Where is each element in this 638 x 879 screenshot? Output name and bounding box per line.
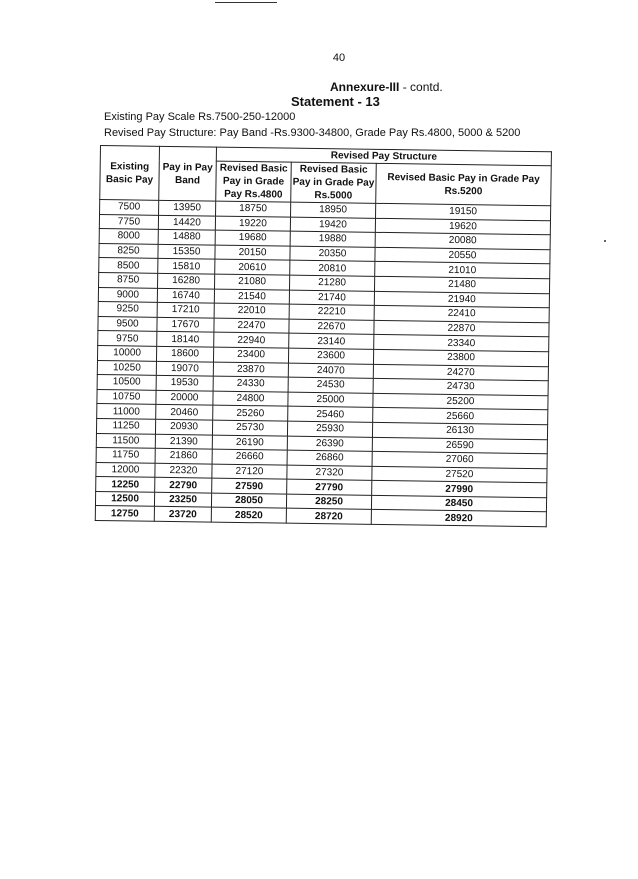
gp-5200-cell: 21480 xyxy=(374,276,549,293)
gp-5200-cell: 21940 xyxy=(374,291,549,308)
gp-5000-cell: 18950 xyxy=(291,202,376,218)
gp-4800-cell: 27590 xyxy=(212,478,287,494)
gp-5200-cell: 23800 xyxy=(373,349,548,366)
existing-basic-pay-cell: 8750 xyxy=(99,272,158,287)
gp-5000-cell: 26390 xyxy=(287,436,372,452)
header-existing-basic-pay: Existing Basic Pay xyxy=(100,146,160,201)
gp-5000-cell: 25460 xyxy=(288,406,373,422)
gp-5200-cell: 19620 xyxy=(375,218,550,235)
gp-5200-cell: 27520 xyxy=(372,466,547,483)
header-revised-pay-structure: Revised Pay Structure xyxy=(216,147,551,166)
existing-basic-pay-cell: 7750 xyxy=(99,214,158,229)
pay-band-cell: 16280 xyxy=(158,273,215,288)
pay-band-cell: 14880 xyxy=(158,230,215,245)
pay-band-cell: 20930 xyxy=(155,419,212,434)
existing-basic-pay-cell: 8500 xyxy=(99,258,158,273)
existing-basic-pay-cell: 7500 xyxy=(100,200,159,215)
gp-4800-cell: 25730 xyxy=(212,420,287,436)
gp-5200-cell: 24270 xyxy=(373,364,548,381)
pay-band-cell: 20000 xyxy=(156,390,213,405)
gp-5000-cell: 19420 xyxy=(290,217,375,233)
existing-basic-pay-cell: 8000 xyxy=(99,229,158,244)
gp-4800-cell: 19220 xyxy=(215,216,290,232)
gp-5200-cell: 28450 xyxy=(371,495,546,512)
gp-5200-cell: 25200 xyxy=(373,393,548,410)
existing-basic-pay-cell: 10500 xyxy=(97,375,156,390)
header-gp-5200: Revised Basic Pay in Grade Pay Rs.5200 xyxy=(376,163,552,205)
gp-4800-cell: 27120 xyxy=(212,464,287,480)
pay-band-cell: 19070 xyxy=(156,361,213,376)
gp-5000-cell: 25930 xyxy=(287,421,372,437)
gp-4800-cell: 26190 xyxy=(212,435,287,451)
gp-4800-cell: 22010 xyxy=(214,303,289,319)
header-gp-4800: Revised Basic Pay in Grade Pay Rs.4800 xyxy=(216,161,292,202)
annexure-heading xyxy=(330,80,443,94)
gp-5000-cell: 24530 xyxy=(288,377,373,393)
existing-basic-pay-cell: 11000 xyxy=(97,404,156,419)
pay-band-cell: 20460 xyxy=(156,405,213,420)
existing-basic-pay-cell: 9000 xyxy=(98,287,157,302)
gp-5000-cell: 23140 xyxy=(289,333,374,349)
gp-4800-cell: 24800 xyxy=(213,391,288,407)
gp-5000-cell: 28720 xyxy=(286,509,371,525)
existing-basic-pay-cell: 12250 xyxy=(96,477,155,492)
existing-pay-scale: Existing Pay Scale Rs.7500-250-12000 xyxy=(104,111,296,123)
gp-5200-cell: 27060 xyxy=(372,451,547,468)
gp-5200-cell: 26590 xyxy=(372,437,547,454)
gp-5000-cell: 20350 xyxy=(290,246,375,262)
existing-basic-pay-cell: 9500 xyxy=(98,316,157,331)
existing-basic-pay-cell: 12750 xyxy=(95,506,154,521)
top-rule xyxy=(215,2,277,3)
pay-band-cell: 17210 xyxy=(157,302,214,317)
pay-band-cell: 13950 xyxy=(159,200,216,215)
gp-4800-cell: 18750 xyxy=(216,201,291,217)
gp-5000-cell: 26860 xyxy=(287,450,372,466)
pay-band-cell: 17670 xyxy=(157,317,214,332)
header-gp-5000: Revised Basic Pay in Grade Pay Rs.5000 xyxy=(292,163,375,202)
gp-5000-cell: 19880 xyxy=(290,231,375,247)
gp-5200-cell: 22410 xyxy=(374,306,549,323)
scan-speck xyxy=(604,240,606,242)
pay-band-cell: 15810 xyxy=(158,259,215,274)
gp-4800-cell: 26660 xyxy=(212,449,287,465)
existing-basic-pay-cell: 12000 xyxy=(96,462,155,477)
gp-4800-cell: 22940 xyxy=(214,332,289,348)
gp-5000-cell: 21280 xyxy=(289,275,374,291)
existing-basic-pay-cell: 11500 xyxy=(96,433,155,448)
gp-5000-cell: 23600 xyxy=(288,348,373,364)
annexure-suffix: - contd. xyxy=(399,80,443,94)
gp-5000-cell: 27790 xyxy=(287,479,372,495)
gp-5200-cell: 19150 xyxy=(376,203,551,220)
gp-4800-cell: 25260 xyxy=(213,405,288,421)
gp-4800-cell: 28050 xyxy=(211,493,286,509)
existing-basic-pay-cell: 10000 xyxy=(97,345,156,360)
existing-basic-pay-cell: 8250 xyxy=(99,243,158,258)
gp-5200-cell: 26130 xyxy=(372,422,547,439)
pay-band-cell: 21390 xyxy=(155,434,212,449)
pay-band-cell: 23250 xyxy=(154,492,211,507)
gp-4800-cell: 20610 xyxy=(215,259,290,275)
pay-band-cell: 14420 xyxy=(158,215,215,230)
gp-5200-cell: 21010 xyxy=(375,262,550,279)
gp-4800-cell: 28520 xyxy=(211,508,286,524)
gp-5200-cell: 27990 xyxy=(372,481,547,498)
gp-4800-cell: 19680 xyxy=(215,230,290,246)
page-number: 40 xyxy=(332,52,346,64)
existing-basic-pay-cell: 11750 xyxy=(96,448,155,463)
pay-band-cell: 21860 xyxy=(155,448,212,463)
gp-5000-cell: 27320 xyxy=(287,465,372,481)
existing-basic-pay-cell: 9750 xyxy=(98,331,157,346)
gp-5200-cell: 20080 xyxy=(375,233,550,250)
statement-title: Statement - 13 xyxy=(291,94,380,109)
gp-4800-cell: 21540 xyxy=(214,289,289,305)
header-pay-in-pay-band: Pay in Pay Band xyxy=(159,146,217,201)
gp-5200-cell: 28920 xyxy=(371,510,546,527)
existing-basic-pay-cell: 10750 xyxy=(97,389,156,404)
gp-5200-cell: 23340 xyxy=(374,335,549,352)
existing-basic-pay-cell: 10250 xyxy=(97,360,156,375)
gp-4800-cell: 20150 xyxy=(215,245,290,261)
existing-basic-pay-cell: 11250 xyxy=(96,418,155,433)
gp-5000-cell: 28250 xyxy=(286,494,371,510)
gp-4800-cell: 24330 xyxy=(213,376,288,392)
gp-5000-cell: 21740 xyxy=(289,290,374,306)
gp-4800-cell: 23400 xyxy=(213,347,288,363)
annexure-label: Annexure-III xyxy=(330,80,400,94)
pay-band-cell: 22790 xyxy=(155,478,212,493)
gp-5000-cell: 25000 xyxy=(288,392,373,408)
gp-5200-cell: 22870 xyxy=(374,320,549,337)
gp-5200-cell: 24730 xyxy=(373,378,548,395)
gp-5200-cell: 20550 xyxy=(375,247,550,264)
pay-band-cell: 19530 xyxy=(156,375,213,390)
gp-5000-cell: 20810 xyxy=(290,261,375,277)
gp-5000-cell: 24070 xyxy=(288,363,373,379)
pay-table xyxy=(95,145,552,527)
pay-band-cell: 18140 xyxy=(157,332,214,347)
gp-5000-cell: 22210 xyxy=(289,304,374,320)
pay-table-body xyxy=(95,200,550,527)
gp-5200-cell: 25660 xyxy=(373,408,548,425)
pay-band-cell: 15350 xyxy=(158,244,215,259)
revised-pay-structure: Revised Pay Structure: Pay Band -Rs.9300-34800, Grade Pay Rs.4800, 5000 & 5200 xyxy=(104,127,521,139)
existing-basic-pay-cell: 9250 xyxy=(98,302,157,317)
pay-band-cell: 22320 xyxy=(155,463,212,478)
pay-band-cell: 16740 xyxy=(157,288,214,303)
pay-band-cell: 18600 xyxy=(156,346,213,361)
gp-4800-cell: 22470 xyxy=(214,318,289,334)
gp-5000-cell: 22670 xyxy=(289,319,374,335)
pay-band-cell: 23720 xyxy=(154,507,211,522)
gp-4800-cell: 21080 xyxy=(215,274,290,290)
existing-basic-pay-cell: 12500 xyxy=(95,491,154,506)
gp-4800-cell: 23870 xyxy=(213,362,288,378)
